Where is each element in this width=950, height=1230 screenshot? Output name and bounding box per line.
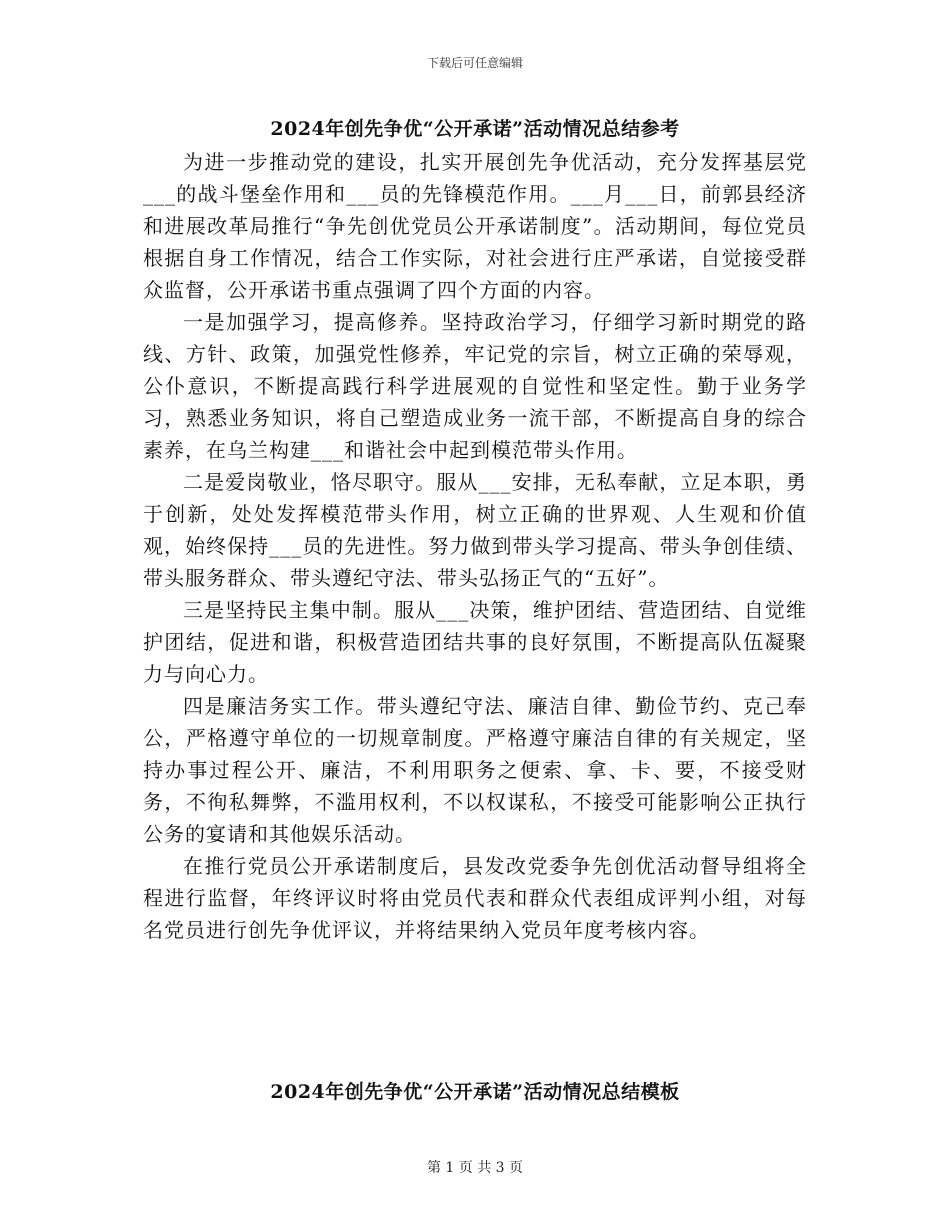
paragraph-intro: 为进一步推动党的建设，扎实开展创先争优活动，充分发挥基层党___的战斗堡垒作用和___员的先锋模范作用。___月___日，前郭县经济和进展改革局推行“争先创优党员公开承诺制度”。活动期间，每位党员根据自身工作情况，结合工作实际，对社会进行庄严承诺，自觉接受群众监督，公开承诺书重点强调了四个方面的内容。 [143,150,807,302]
paragraph-point-1: 一是加强学习，提高修养。坚持政治学习，仔细学习新时期党的路线、方针、政策，加强党性修养，牢记党的宗旨，树立正确的荣辱观，公仆意识，不断提高践行科学进展观的自觉性和坚定性。勤于业务学习，熟悉业务知识，将自己塑造成业务一流干部，不断提高自身的综合素养，在乌兰构建___和谐社会中起到模范带头作用。 [143,310,807,462]
document-body [143,146,807,946]
document-title: 2024年创先争优“公开承诺”活动情况总结参考 [270,118,680,140]
paragraph-conclusion: 在推行党员公开承诺制度后，县发改党委争先创优活动督导组将全程进行监督，年终评议时将由党员代表和群众代表组成评判小组，对每名党员进行创先争优评议，并将结果纳入党员年度考核内容。 [143,854,807,942]
paragraph-point-4: 四是廉洁务实工作。带头遵纪守法、廉洁自律、勤俭节约、克己奉公，严格遵守单位的一切规章制度。严格遵守廉洁自律的有关规定，坚持办事过程公开、廉洁，不利用职务之便索、拿、卡、要，不接受财务，不徇私舞弊，不滥用权利，不以权谋私，不接受可能影响公正执行公务的宴请和其他娱乐活动。 [143,694,807,846]
page-number: 第 1 页 共 3 页 [426,1160,524,1176]
header-note: 下载后可任意编辑 [426,56,523,70]
paragraph-point-3: 三是坚持民主集中制。服从___决策，维护团结、营造团结、自觉维护团结，促进和谐，积极营造团结共事的良好氛围，不断提高队伍凝聚力与向心力。 [143,598,807,686]
paragraph-point-2: 二是爱岗敬业，恪尽职守。服从___安排，无私奉献，立足本职，勇于创新，处处发挥模范带头作用，树立正确的世界观、人生观和价值观，始终保持___员的先进性。努力做到带头学习提高、带头争创佳绩、带头服务群众、带头遵纪守法、带头弘扬正气的“五好”。 [143,470,807,590]
next-section-title: 2024年创先争优“公开承诺”活动情况总结模板 [270,1081,680,1103]
